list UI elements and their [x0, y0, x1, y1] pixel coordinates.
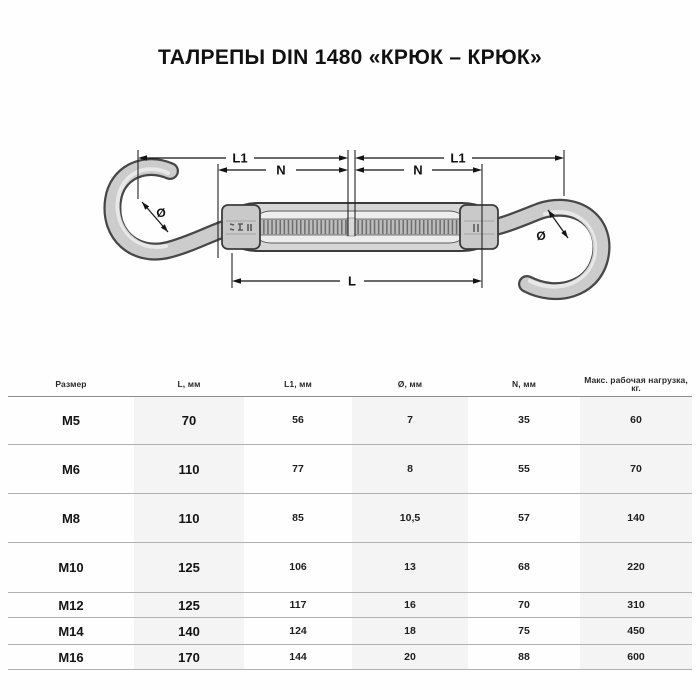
cell-d: 16 — [352, 593, 468, 617]
table-row — [8, 618, 692, 645]
cell-l: 70 — [134, 397, 244, 444]
cell-l: 125 — [134, 593, 244, 617]
dim-label-l1-left: L1 — [232, 150, 248, 166]
cell-d: 18 — [352, 618, 468, 644]
cell-load: 600 — [580, 645, 692, 669]
table-row — [8, 593, 692, 618]
cell-n: 35 — [518, 414, 530, 427]
cell-size: M8 — [61, 510, 81, 526]
cell-load: 70 — [580, 445, 692, 493]
dim-label-dia-left: Ø — [156, 206, 166, 220]
cell-n: 70 — [518, 598, 530, 611]
col-header-size: Размер — [55, 378, 87, 389]
right-boss — [460, 205, 498, 249]
cell-d: 8 — [352, 445, 468, 493]
cell-l: 125 — [134, 543, 244, 592]
cell-l1: 144 — [289, 650, 307, 663]
page-title: ТАЛРЕПЫ DIN 1480 «КРЮК – КРЮК» — [157, 46, 543, 69]
dim-label-l1-right: L1 — [450, 150, 466, 166]
cell-n: 55 — [518, 462, 530, 475]
cell-l1: 56 — [292, 414, 304, 427]
cell-load: 60 — [580, 397, 692, 444]
cell-l1: 106 — [289, 561, 307, 574]
cell-n: 75 — [518, 624, 530, 637]
cell-l: 140 — [134, 618, 244, 644]
cell-d: 20 — [352, 645, 468, 669]
cell-size: M10 — [58, 560, 84, 575]
cell-size: M5 — [61, 413, 81, 428]
table-row — [8, 445, 692, 494]
cell-n: 68 — [518, 561, 530, 574]
cell-l1: 124 — [289, 624, 307, 637]
cell-d: 13 — [352, 543, 468, 592]
dim-label-n-left: N — [276, 162, 286, 178]
cell-l: 170 — [134, 645, 244, 669]
table-row — [8, 543, 692, 593]
technical-drawing — [0, 118, 700, 308]
dim-label-dia-right: Ø — [536, 229, 546, 243]
cell-load: 450 — [580, 618, 692, 644]
cell-load: 310 — [580, 593, 692, 617]
table-row — [8, 645, 692, 670]
cell-l1: 77 — [292, 462, 304, 475]
col-header-load: Макс. рабочая нагрузка, кг. — [584, 374, 688, 393]
cell-d: 10,5 — [352, 494, 468, 542]
table-row — [8, 494, 692, 543]
col-header-l: L, мм — [177, 378, 201, 389]
spec-table — [8, 372, 692, 670]
right-hook — [486, 208, 602, 291]
cell-l: 110 — [134, 445, 244, 493]
cell-l: 110 — [134, 494, 244, 542]
cell-size: M16 — [58, 649, 84, 665]
cell-size: M6 — [61, 461, 81, 477]
cell-d: 7 — [352, 397, 468, 444]
left-hook — [112, 167, 224, 252]
dim-label-l: L — [348, 273, 356, 289]
cell-size: M14 — [58, 623, 84, 639]
cell-n: 57 — [518, 511, 530, 524]
left-boss — [222, 205, 260, 249]
turnbuckle-diagram — [0, 118, 700, 308]
col-header-d: Ø, мм — [397, 378, 423, 389]
cell-n: 88 — [518, 650, 530, 663]
table-row — [8, 397, 692, 445]
cell-load: 220 — [580, 543, 692, 592]
table-header-row — [8, 372, 692, 397]
cell-load: 140 — [580, 494, 692, 542]
col-header-l1: L1, мм — [284, 378, 312, 389]
cell-l1: 85 — [292, 511, 304, 524]
turnbuckle-body — [222, 203, 498, 251]
cell-size: M12 — [58, 597, 84, 613]
dim-label-n-right: N — [413, 162, 423, 178]
cell-l1: 117 — [289, 598, 307, 611]
col-header-n: N, мм — [512, 378, 536, 389]
